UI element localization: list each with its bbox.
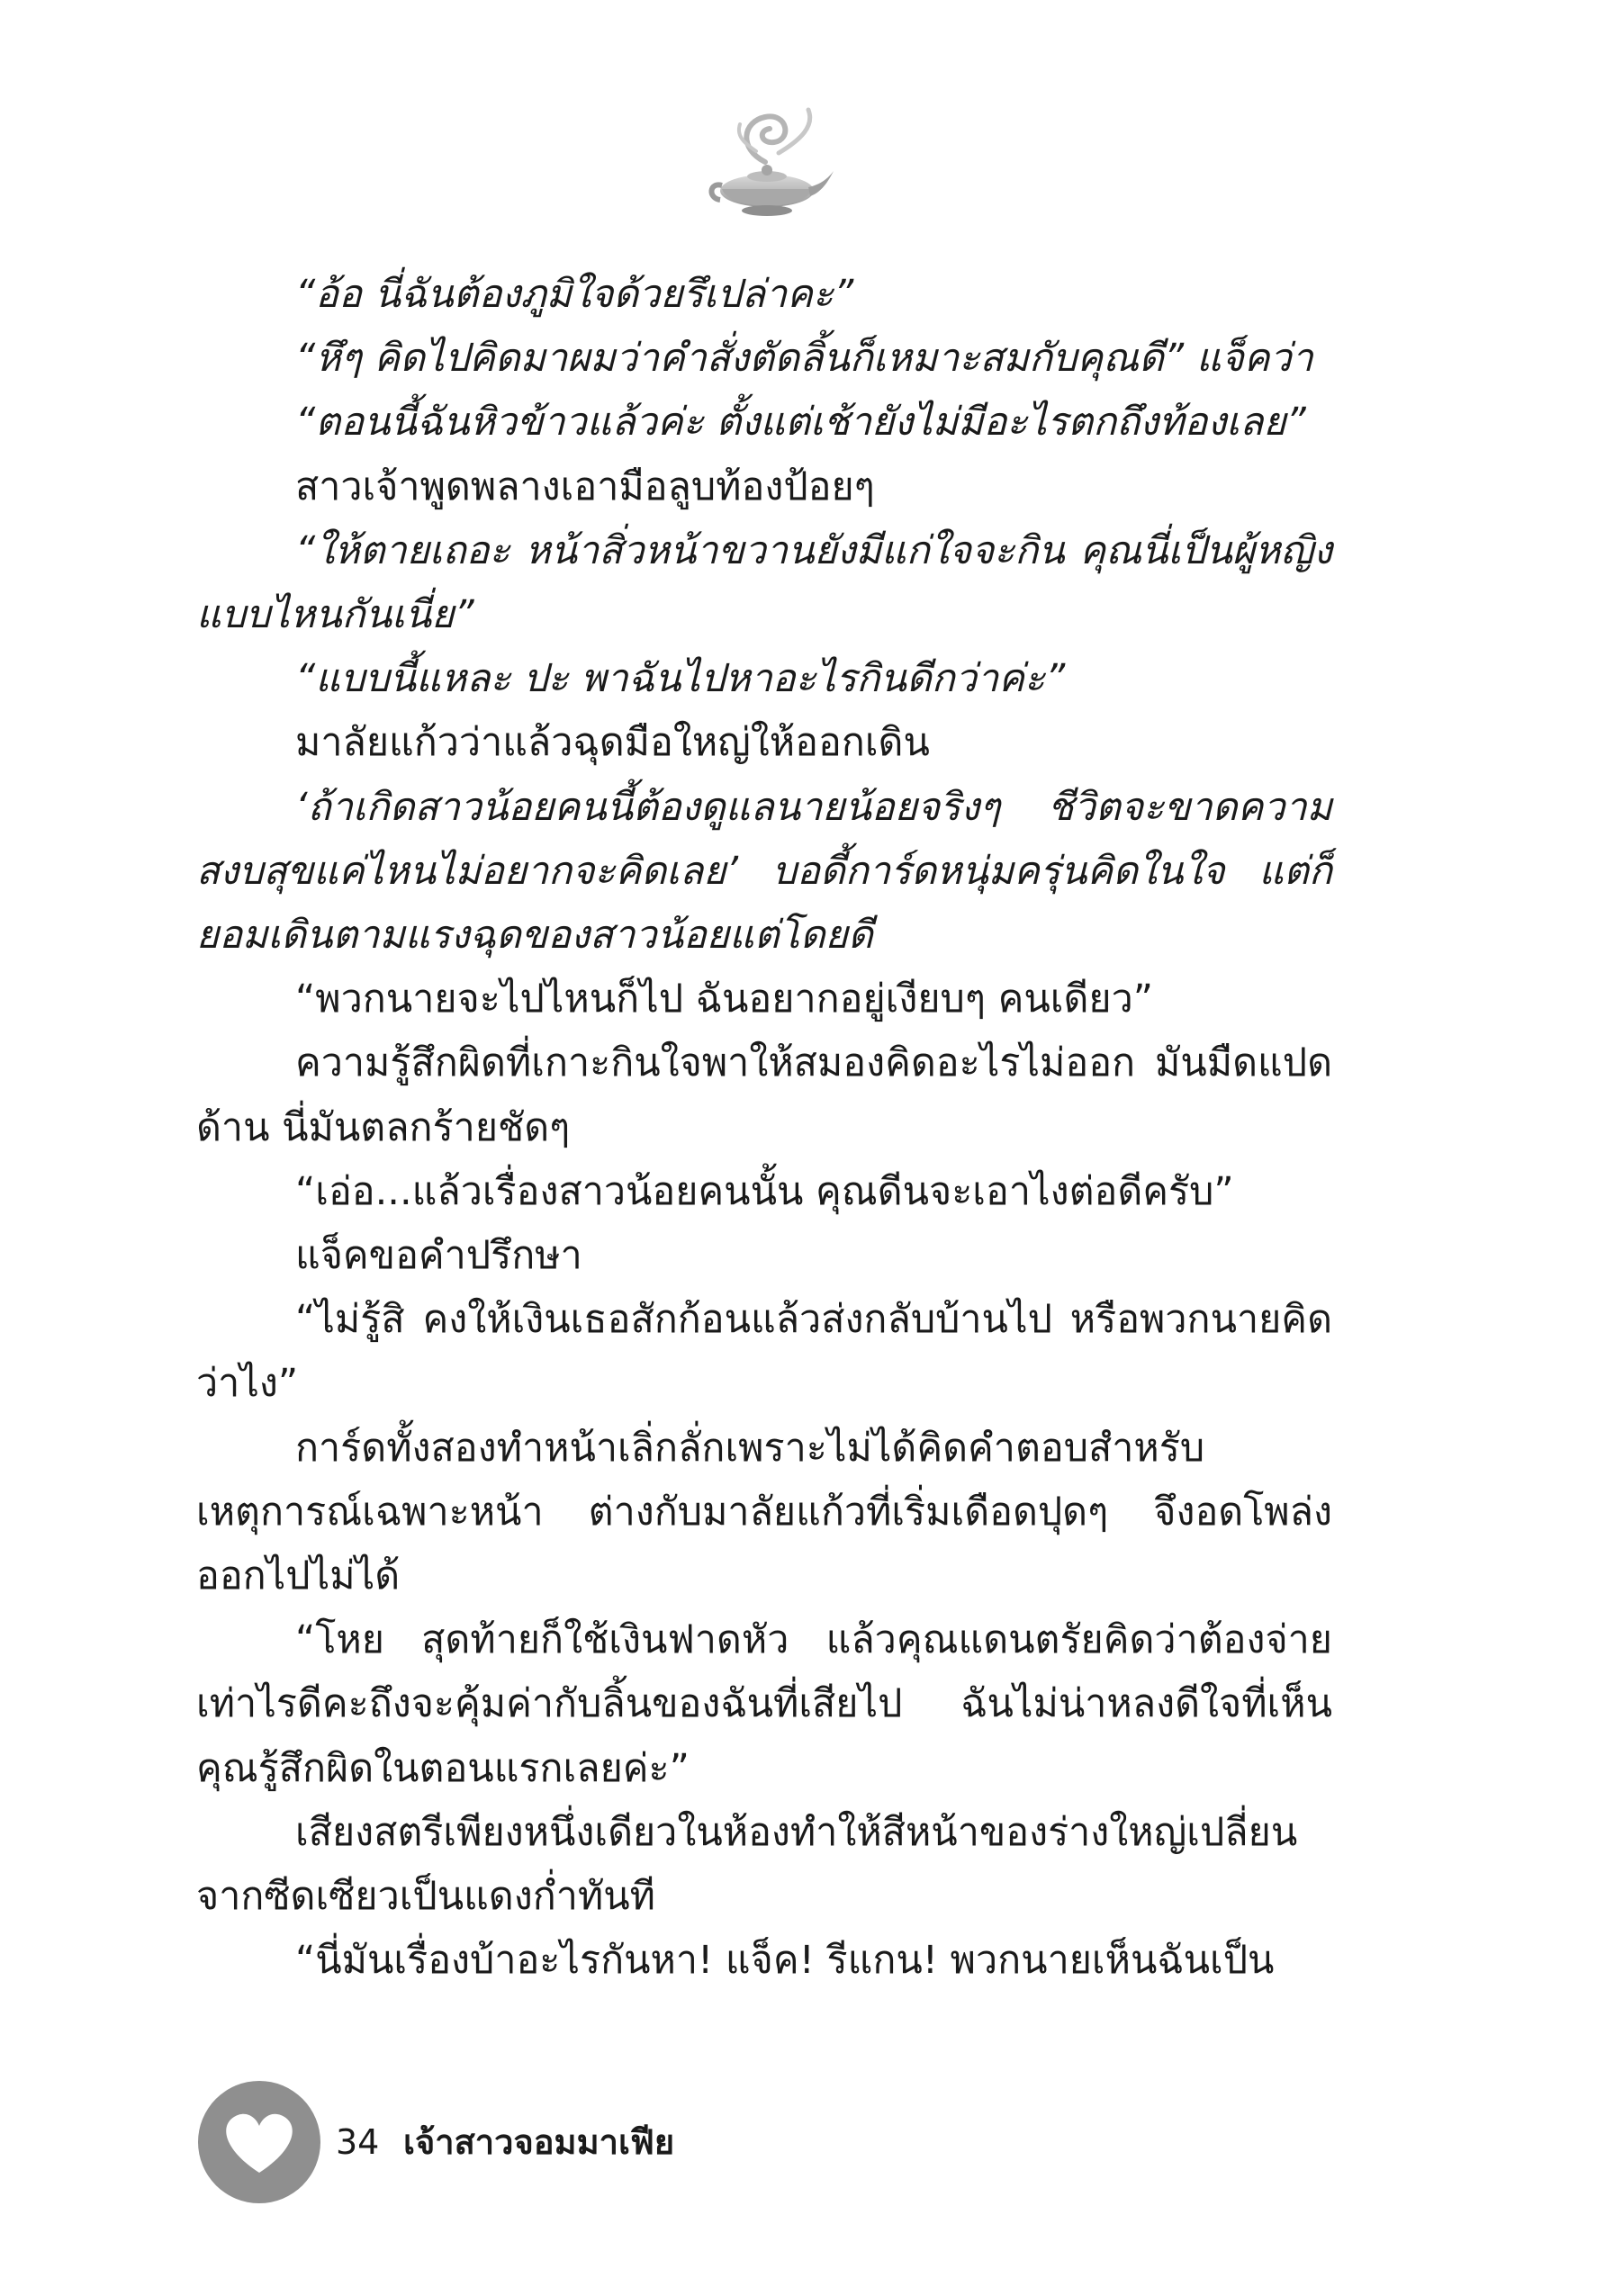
story-text xyxy=(196,263,1332,1993)
paragraph: “หึๆ คิดไปคิดมาผมว่าคำสั่งตัดลิ้นก็เหมาะสมกับคุณดี” แจ็คว่า xyxy=(295,336,1313,382)
paragraph: “แบบนี้แหละ ปะ พาฉันไปหาอะไรกินดีกว่าค่ะ” xyxy=(295,656,1066,702)
paragraph: “พวกนายจะไปไหนก็ไป ฉันอยากอยู่เงียบๆ คนเดียว” xyxy=(295,977,1153,1022)
book-title: เจ้าสาวจอมมาเฟีย xyxy=(403,2122,675,2162)
paragraph: “นี่มันเรื่องบ้าอะไรกันหา! แจ็ค! รีแกน! พวกนายเห็นฉันเป็น xyxy=(295,1938,1275,1984)
paragraph: แจ็คขอคำปรึกษา xyxy=(295,1233,582,1279)
paragraph: การ์ดทั้งสองทำหน้าเลิ่กลั่กเพราะไม่ได้คิดคำตอบสำหรับเหตุการณ์เฉพาะหน้า ต่างกับมาลัยแก้วที่เริ่มเดือดปุดๆ จึงอดโพล่งออกไปไม่ได้ xyxy=(196,1425,1332,1599)
paragraph: “เอ่อ...แล้วเรื่องสาวน้อยคนนั้น คุณดีนจะเอาไงต่อดีครับ” xyxy=(295,1168,1234,1214)
heart-icon xyxy=(196,2079,322,2205)
paragraph: “อ้อ นี่ฉันต้องภูมิใจด้วยรึเปล่าคะ” xyxy=(295,272,854,317)
paragraph: ความรู้สึกผิดที่เกาะกินใจพาให้สมองคิดอะไรไม่ออก มันมืดแปดด้าน นี่มันตลกร้ายชัดๆ xyxy=(196,1040,1332,1150)
page-number: 34 xyxy=(336,2122,380,2162)
magic-lamp-icon xyxy=(702,99,837,234)
paragraph: ‘ถ้าเกิดสาวน้อยคนนี้ต้องดูแลนายน้อยจริงๆ ชีวิตจะขาดความสงบสุขแค่ไหนไม่อยากจะคิดเลย’ บอดี้การ์ดหนุ่มครุ่นคิดในใจ แต่ก็ยอมเดินตามแรงฉุดของสาวน้อยแต่โดยดี xyxy=(196,784,1332,959)
paragraph: “ไม่รู้สิ คงให้เงินเธอสักก้อนแล้วส่งกลับบ้านไป หรือพวกนายคิดว่าไง” xyxy=(196,1297,1332,1407)
paragraph: สาวเจ้าพูดพลางเอามือลูบท้องป้อยๆ xyxy=(295,464,875,509)
paragraph: เสียงสตรีเพียงหนึ่งเดียวในห้องทำให้สีหน้าของร่างใหญ่เปลี่ยนจากซีดเซียวเป็นแดงก่ำทันที xyxy=(196,1809,1298,1920)
paragraph: มาลัยแก้วว่าแล้วฉุดมือใหญ่ให้ออกเดิน xyxy=(295,720,930,766)
paragraph: “ตอนนี้ฉันหิวข้าวแล้วค่ะ ตั้งแต่เช้ายังไม่มีอะไรตกถึงท้องเลย” xyxy=(295,400,1306,446)
page-footer xyxy=(196,2079,1006,2214)
paragraph: “ให้ตายเถอะ หน้าสิ่วหน้าขวานยังมีแก่ใจจะกิน คุณนี่เป็นผู้หญิงแบบไหนกันเนี่ย” xyxy=(196,527,1332,638)
paragraph: “โหย สุดท้ายก็ใช้เงินฟาดหัว แล้วคุณแดนตรัยคิดว่าต้องจ่ายเท่าไรดีคะถึงจะคุ้มค่ากับลิ้นของฉันที่เสียไป ฉันไม่น่าหลงดีใจที่เห็นคุณรู้สึกผิดในตอนแรกเลยค่ะ” xyxy=(196,1617,1332,1791)
